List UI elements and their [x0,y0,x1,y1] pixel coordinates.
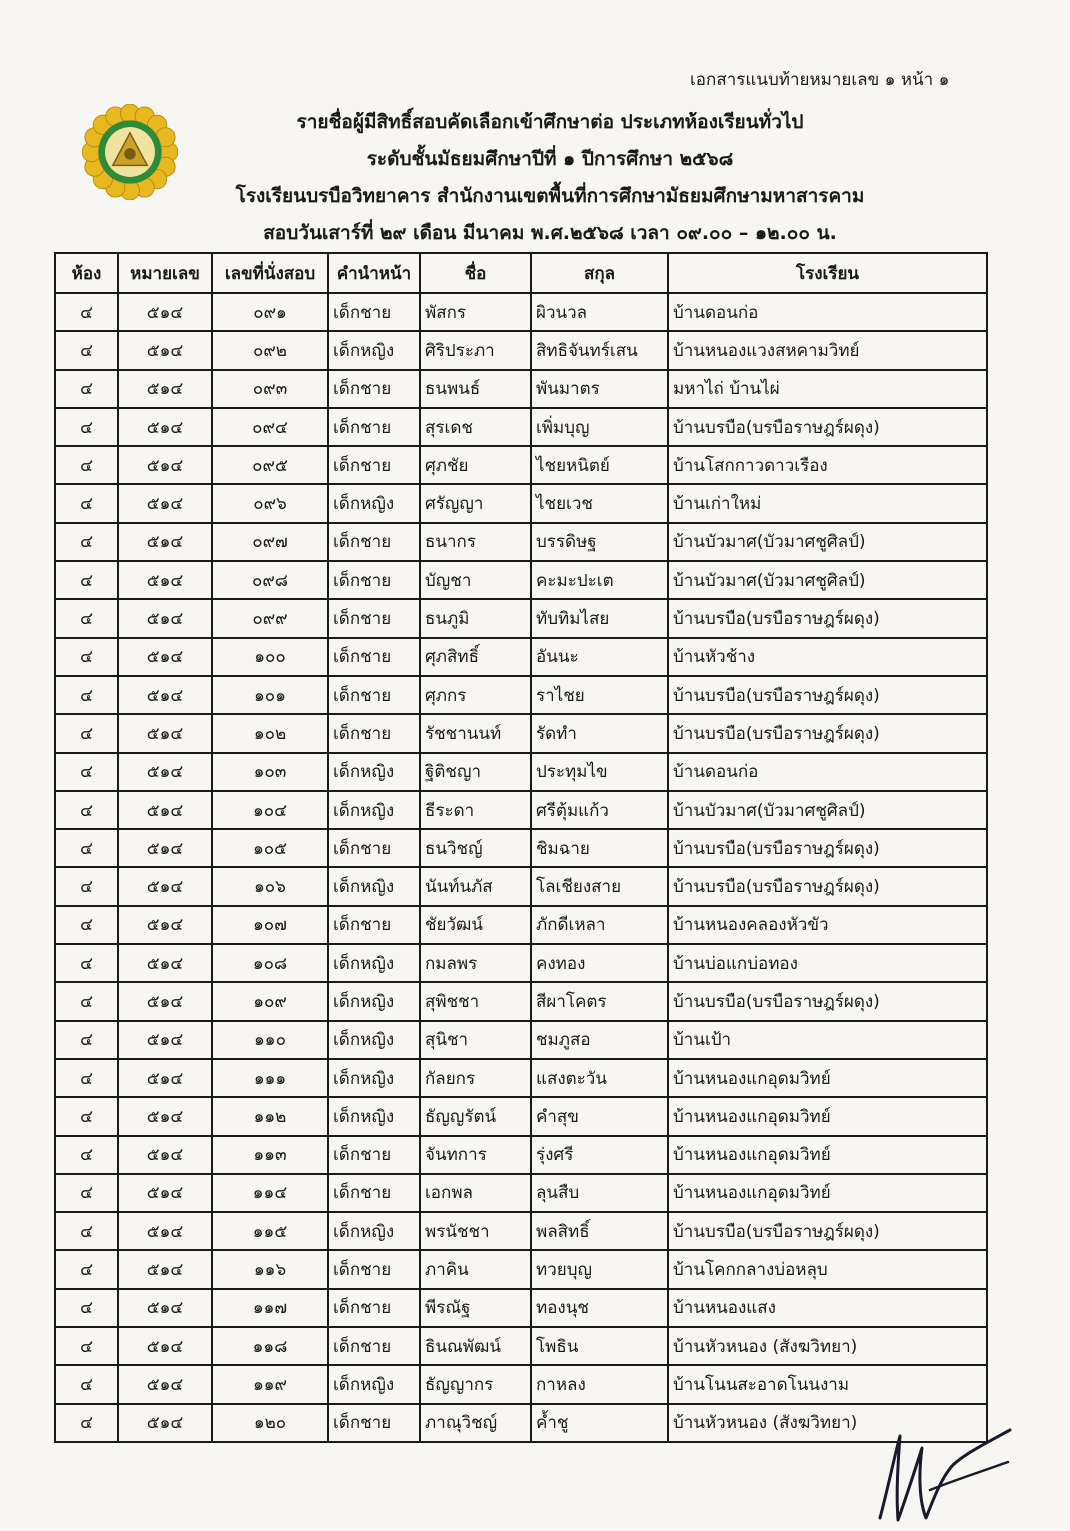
cell-first-name: ภาคิน [420,1250,531,1288]
table-row [55,1021,987,1059]
cell-seat: ๑๐๘ [212,944,328,982]
cell-last-name: ศรีตุ้มแก้ว [531,791,668,829]
cell-last-name: ทับทิมไสย [531,599,668,637]
table-row [55,1404,987,1442]
cell-prefix: เด็กหญิง [328,944,420,982]
cell-last-name: ค้ำชู [531,1404,668,1442]
cell-first-name: สุพิชชา [420,982,531,1020]
cell-number: ๕๑๔ [118,293,212,331]
header-school: โรงเรียนบรบือวิทยาคาร สำนักงานเขตพื้นที่การศึกษามัธยมศึกษามหาสารคาม [235,185,865,207]
cell-prefix: เด็กหญิง [328,753,420,791]
column-header-room: ห้อง [55,253,118,293]
cell-last-name: อันนะ [531,638,668,676]
cell-number: ๕๑๔ [118,446,212,484]
cell-seat: ๐๙๘ [212,561,328,599]
cell-school: บ้านเก่าใหม่ [668,484,987,522]
cell-seat: ๑๑๒ [212,1097,328,1135]
cell-seat: ๑๑๔ [212,1174,328,1212]
cell-last-name: ทวยบุญ [531,1250,668,1288]
cell-school: บ้านหนองแสง [668,1289,987,1327]
cell-prefix: เด็กหญิง [328,1059,420,1097]
cell-school: บ้านหนองแวงสหคามวิทย์ [668,331,987,369]
cell-last-name: เพิ่มบุญ [531,408,668,446]
cell-seat: ๐๙๙ [212,599,328,637]
cell-seat: ๐๙๑ [212,293,328,331]
cell-number: ๕๑๔ [118,753,212,791]
cell-school: บ้านบัวมาศ(บัวมาศชูศิลป์) [668,561,987,599]
cell-prefix: เด็กหญิง [328,1021,420,1059]
table-row [55,1250,987,1288]
cell-prefix: เด็กชาย [328,599,420,637]
cell-school: มหาไถ่ บ้านไผ่ [668,370,987,408]
cell-last-name: พันมาตร [531,370,668,408]
table-row [55,944,987,982]
cell-school: บ้านโสกกาวดาวเรือง [668,446,987,484]
cell-last-name: คะมะปะเต [531,561,668,599]
cell-school: บ้านหนองแกอุดมวิทย์ [668,1136,987,1174]
cell-last-name: ชมภูสอ [531,1021,668,1059]
cell-last-name: โลเชียงสาย [531,867,668,905]
cell-room: ๔ [55,446,118,484]
cell-room: ๔ [55,1021,118,1059]
page-reference: เอกสารแนบท้ายหมายเลข ๑ หน้า ๑ [690,70,950,90]
cell-number: ๕๑๔ [118,1327,212,1365]
cell-prefix: เด็กชาย [328,829,420,867]
cell-number: ๕๑๔ [118,1136,212,1174]
cell-seat: ๑๑๖ [212,1250,328,1288]
cell-seat: ๐๙๔ [212,408,328,446]
cell-school: บ้านบัวมาศ(บัวมาศชูศิลป์) [668,523,987,561]
cell-school: บ้านหัวหนอง (สังฆวิทยา) [668,1404,987,1442]
cell-number: ๕๑๔ [118,599,212,637]
cell-prefix: เด็กหญิง [328,982,420,1020]
cell-number: ๕๑๔ [118,638,212,676]
cell-last-name: ไชยหนิตย์ [531,446,668,484]
cell-prefix: เด็กหญิง [328,1097,420,1135]
cell-room: ๔ [55,561,118,599]
cell-seat: ๑๐๗ [212,906,328,944]
cell-number: ๕๑๔ [118,484,212,522]
cell-school: บ้านเป้า [668,1021,987,1059]
header-level: ระดับชั้นมัธยมศึกษาปีที่ ๑ ปีการศึกษา ๒๕๖๘ [366,148,734,170]
cell-first-name: ธัญญากร [420,1365,531,1403]
cell-prefix: เด็กชาย [328,1250,420,1288]
cell-school: บ้านบ่อแกบ่อทอง [668,944,987,982]
cell-number: ๕๑๔ [118,523,212,561]
cell-number: ๕๑๔ [118,1174,212,1212]
cell-room: ๔ [55,1097,118,1135]
cell-first-name: รัชชานนท์ [420,714,531,752]
cell-first-name: ศุภกร [420,676,531,714]
cell-school: บ้านบรบือ(บรบือราษฎร์ผดุง) [668,676,987,714]
cell-number: ๕๑๔ [118,408,212,446]
cell-room: ๔ [55,1212,118,1250]
header-title: รายชื่อผู้มีสิทธิ์สอบคัดเลือกเข้าศึกษาต่อ ประเภทห้องเรียนทั่วไป [296,111,804,133]
cell-last-name: รุ่งศรี [531,1136,668,1174]
cell-school: บ้านดอนก่อ [668,293,987,331]
cell-first-name: ชัยวัฒน์ [420,906,531,944]
cell-first-name: พีรณัฐ [420,1289,531,1327]
cell-seat: ๐๙๕ [212,446,328,484]
cell-first-name: ธนพนธ์ [420,370,531,408]
document-header [170,104,930,252]
cell-seat: ๑๑๙ [212,1365,328,1403]
cell-prefix: เด็กชาย [328,714,420,752]
cell-first-name: พัสกร [420,293,531,331]
cell-room: ๔ [55,523,118,561]
cell-first-name: ธัญญรัตน์ [420,1097,531,1135]
cell-prefix: เด็กหญิง [328,791,420,829]
cell-last-name: แสงตะวัน [531,1059,668,1097]
cell-prefix: เด็กชาย [328,293,420,331]
cell-last-name: บรรดิษฐ [531,523,668,561]
table-row [55,791,987,829]
cell-first-name: ศุภสิทธิ์ [420,638,531,676]
table-row [55,293,987,331]
cell-school: บ้านดอนก่อ [668,753,987,791]
cell-room: ๔ [55,1174,118,1212]
table-row [55,867,987,905]
cell-room: ๔ [55,791,118,829]
cell-room: ๔ [55,484,118,522]
cell-number: ๕๑๔ [118,331,212,369]
table-row [55,829,987,867]
cell-room: ๔ [55,982,118,1020]
cell-prefix: เด็กหญิง [328,484,420,522]
table-row [55,714,987,752]
cell-seat: ๐๙๓ [212,370,328,408]
table-row [55,753,987,791]
cell-school: บ้านบัวมาศ(บัวมาศชูศิลป์) [668,791,987,829]
cell-seat: ๑๐๓ [212,753,328,791]
cell-school: บ้านบรบือ(บรบือราษฎร์ผดุง) [668,982,987,1020]
cell-first-name: พรนัชชา [420,1212,531,1250]
column-header-last-name: สกุล [531,253,668,293]
cell-number: ๕๑๔ [118,829,212,867]
cell-room: ๔ [55,599,118,637]
cell-room: ๔ [55,370,118,408]
cell-room: ๔ [55,867,118,905]
table-row [55,408,987,446]
cell-first-name: จันทการ [420,1136,531,1174]
cell-number: ๕๑๔ [118,1365,212,1403]
cell-first-name: ศรัญญา [420,484,531,522]
candidate-table [54,252,988,1443]
cell-prefix: เด็กชาย [328,1327,420,1365]
cell-school: บ้านหัวช้าง [668,638,987,676]
table-row [55,906,987,944]
cell-seat: ๑๑๘ [212,1327,328,1365]
cell-prefix: เด็กชาย [328,408,420,446]
header-exam-date: สอบวันเสาร์ที่ ๒๙ เดือน มีนาคม พ.ศ.๒๕๖๘ เวลา ๐๙.๐๐ – ๑๒.๐๐ น. [263,222,837,244]
cell-number: ๕๑๔ [118,714,212,752]
cell-number: ๕๑๔ [118,791,212,829]
cell-room: ๔ [55,638,118,676]
cell-room: ๔ [55,906,118,944]
cell-seat: ๑๐๙ [212,982,328,1020]
cell-first-name: สุนิชา [420,1021,531,1059]
cell-last-name: ภักดีเหลา [531,906,668,944]
cell-prefix: เด็กชาย [328,446,420,484]
cell-room: ๔ [55,1327,118,1365]
cell-prefix: เด็กชาย [328,1289,420,1327]
cell-number: ๕๑๔ [118,1097,212,1135]
cell-school: บ้านหัวหนอง (สังฆวิทยา) [668,1327,987,1365]
table-row [55,1174,987,1212]
cell-seat: ๑๐๕ [212,829,328,867]
cell-school: บ้านหนองแกอุดมวิทย์ [668,1174,987,1212]
cell-prefix: เด็กชาย [328,370,420,408]
cell-prefix: เด็กหญิง [328,1212,420,1250]
table-row [55,446,987,484]
cell-seat: ๑๑๕ [212,1212,328,1250]
table-row [55,484,987,522]
cell-school: บ้านโนนสะอาดโนนงาม [668,1365,987,1403]
school-emblem-icon [82,104,178,200]
cell-school: บ้านบรบือ(บรบือราษฎร์ผดุง) [668,829,987,867]
cell-number: ๕๑๔ [118,1404,212,1442]
cell-prefix: เด็กหญิง [328,1365,420,1403]
cell-first-name: บัญชา [420,561,531,599]
cell-first-name: กัลยกร [420,1059,531,1097]
cell-number: ๕๑๔ [118,906,212,944]
cell-seat: ๑๑๑ [212,1059,328,1097]
cell-last-name: ผิวนวล [531,293,668,331]
cell-number: ๕๑๔ [118,944,212,982]
cell-seat: ๑๐๑ [212,676,328,714]
cell-room: ๔ [55,293,118,331]
cell-room: ๔ [55,408,118,446]
cell-number: ๕๑๔ [118,676,212,714]
cell-room: ๔ [55,753,118,791]
cell-last-name: สิทธิจันทร์เสน [531,331,668,369]
cell-seat: ๑๐๖ [212,867,328,905]
cell-school: บ้านบรบือ(บรบือราษฎร์ผดุง) [668,867,987,905]
column-header-first-name: ชื่อ [420,253,531,293]
cell-last-name: คำสุข [531,1097,668,1135]
cell-room: ๔ [55,1136,118,1174]
cell-school: บ้านหนองคลองหัวขัว [668,906,987,944]
cell-last-name: ทองนุช [531,1289,668,1327]
column-header-prefix: คำนำหน้า [328,253,420,293]
table-row [55,561,987,599]
cell-prefix: เด็กชาย [328,1136,420,1174]
cell-first-name: ศุภชัย [420,446,531,484]
cell-room: ๔ [55,829,118,867]
cell-first-name: กมลพร [420,944,531,982]
table-row [55,982,987,1020]
cell-last-name: พลสิทธิ์ [531,1212,668,1250]
table-row [55,1059,987,1097]
cell-room: ๔ [55,331,118,369]
table-row [55,1136,987,1174]
cell-first-name: ธนภูมิ [420,599,531,637]
cell-prefix: เด็กชาย [328,523,420,561]
cell-seat: ๐๙๗ [212,523,328,561]
cell-seat: ๑๒๐ [212,1404,328,1442]
cell-first-name: ธนากร [420,523,531,561]
cell-room: ๔ [55,676,118,714]
cell-school: บ้านบรบือ(บรบือราษฎร์ผดุง) [668,1212,987,1250]
table-row [55,638,987,676]
cell-first-name: ฐิติชญา [420,753,531,791]
cell-first-name: เอกพล [420,1174,531,1212]
cell-last-name: ประทุมไข [531,753,668,791]
table-row [55,1365,987,1403]
cell-school: บ้านหนองแกอุดมวิทย์ [668,1097,987,1135]
cell-prefix: เด็กชาย [328,561,420,599]
table-body [55,293,987,1442]
column-header-number: หมายเลข [118,253,212,293]
cell-school: บ้านบรบือ(บรบือราษฎร์ผดุง) [668,408,987,446]
cell-first-name: ธนวิชญ์ [420,829,531,867]
cell-number: ๕๑๔ [118,867,212,905]
table-row [55,599,987,637]
cell-last-name: สีผาโคตร [531,982,668,1020]
cell-room: ๔ [55,1404,118,1442]
table-row [55,1289,987,1327]
cell-prefix: เด็กชาย [328,1404,420,1442]
cell-last-name: รัดทำ [531,714,668,752]
cell-number: ๕๑๔ [118,561,212,599]
cell-prefix: เด็กชาย [328,676,420,714]
cell-seat: ๑๑๓ [212,1136,328,1174]
cell-prefix: เด็กชาย [328,638,420,676]
cell-school: บ้านหนองแกอุดมวิทย์ [668,1059,987,1097]
cell-last-name: โพธิน [531,1327,668,1365]
cell-first-name: นันท์นภัส [420,867,531,905]
cell-prefix: เด็กหญิง [328,331,420,369]
table-row [55,1097,987,1135]
cell-number: ๕๑๔ [118,370,212,408]
cell-last-name: กาหลง [531,1365,668,1403]
table-row [55,676,987,714]
cell-school: บ้านบรบือ(บรบือราษฎร์ผดุง) [668,599,987,637]
cell-last-name: คงทอง [531,944,668,982]
cell-seat: ๑๐๐ [212,638,328,676]
cell-prefix: เด็กชาย [328,1174,420,1212]
table-header-row [55,253,987,293]
cell-first-name: ธินณพัฒน์ [420,1327,531,1365]
column-header-seat: เลขที่นั่งสอบ [212,253,328,293]
cell-number: ๕๑๔ [118,1059,212,1097]
cell-first-name: ภาณุวิชญ์ [420,1404,531,1442]
cell-seat: ๐๙๖ [212,484,328,522]
cell-prefix: เด็กหญิง [328,867,420,905]
cell-first-name: ธีระดา [420,791,531,829]
cell-prefix: เด็กชาย [328,906,420,944]
cell-number: ๕๑๔ [118,1289,212,1327]
cell-room: ๔ [55,1365,118,1403]
cell-number: ๕๑๔ [118,1021,212,1059]
cell-first-name: สุรเดช [420,408,531,446]
cell-number: ๕๑๔ [118,982,212,1020]
column-header-school: โรงเรียน [668,253,987,293]
table-row [55,370,987,408]
cell-room: ๔ [55,1289,118,1327]
cell-room: ๔ [55,1250,118,1288]
table-row [55,523,987,561]
cell-seat: ๑๐๔ [212,791,328,829]
cell-seat: ๑๐๒ [212,714,328,752]
cell-last-name: ชิมฉาย [531,829,668,867]
cell-number: ๕๑๔ [118,1212,212,1250]
cell-seat: ๑๑๗ [212,1289,328,1327]
cell-last-name: ราไชย [531,676,668,714]
cell-seat: ๑๑๐ [212,1021,328,1059]
cell-school: บ้านบรบือ(บรบือราษฎร์ผดุง) [668,714,987,752]
signature-mark [860,1418,1020,1528]
cell-room: ๔ [55,1059,118,1097]
table-row [55,1327,987,1365]
cell-last-name: ลุนสืบ [531,1174,668,1212]
cell-first-name: ศิริประภา [420,331,531,369]
cell-number: ๕๑๔ [118,1250,212,1288]
cell-seat: ๐๙๒ [212,331,328,369]
cell-school: บ้านโคกกลางบ่อหลุบ [668,1250,987,1288]
table-row [55,331,987,369]
cell-room: ๔ [55,944,118,982]
cell-room: ๔ [55,714,118,752]
table-row [55,1212,987,1250]
cell-last-name: ไชยเวช [531,484,668,522]
